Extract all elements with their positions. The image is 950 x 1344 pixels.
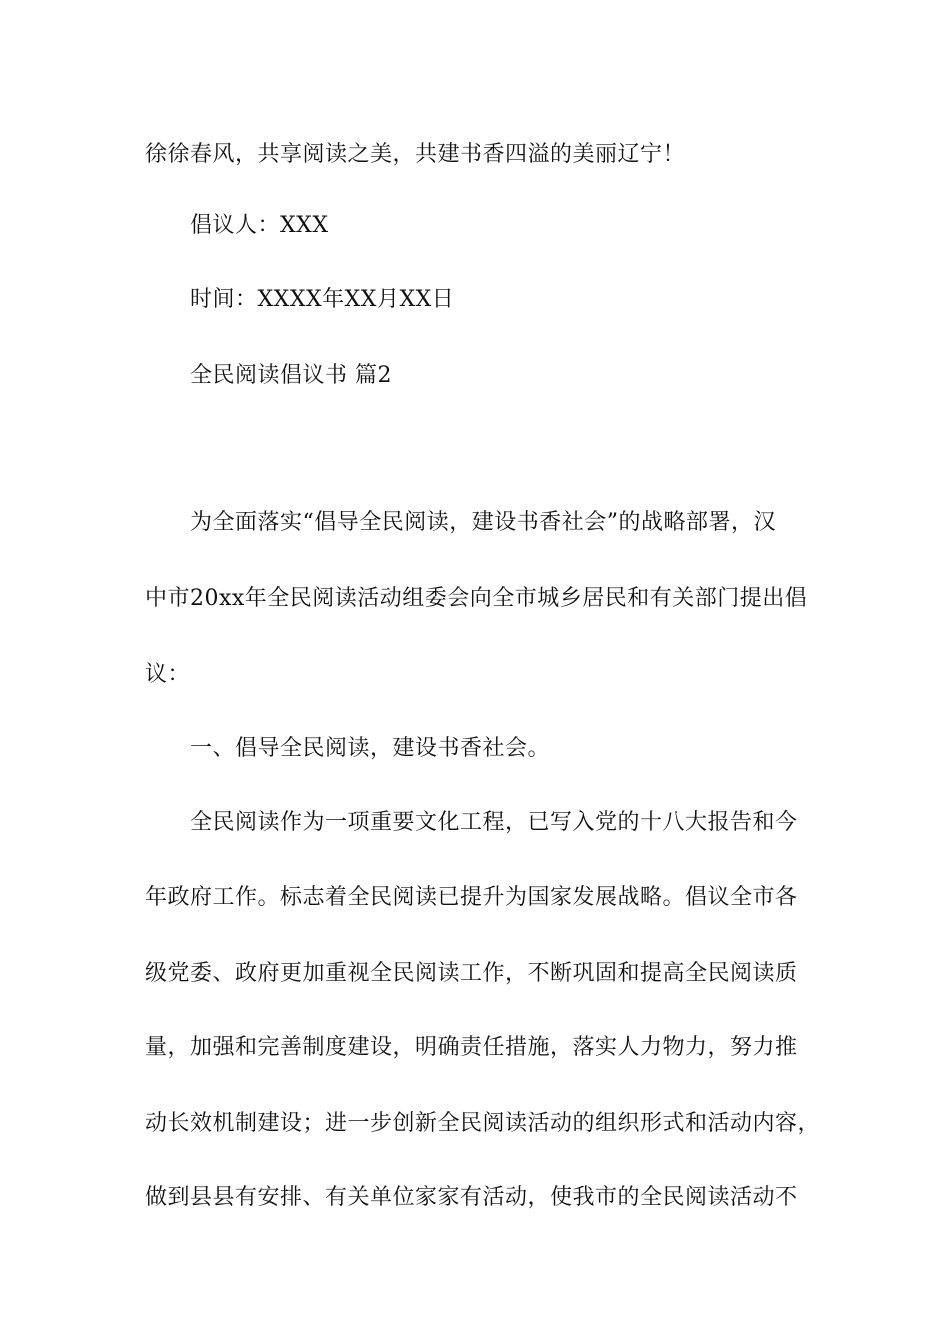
- intro-line-2: 中市20xx年全民阅读活动组委会向全市城乡居民和有关部门提出倡: [145, 586, 808, 611]
- intro-line-3: 议：: [145, 662, 191, 687]
- heading-1: 一、倡导全民阅读，建设书香社会。: [190, 736, 551, 761]
- closing-line: 徐徐春风，共享阅读之美，共建书香四溢的美丽辽宁！: [145, 142, 686, 167]
- proposer-line: 倡议人：XXX: [190, 213, 329, 238]
- body-line-1: 全民阅读作为一项重要文化工程，已写入党的十八大报告和今: [190, 810, 798, 835]
- body-line-5: 动长效机制建设；进一步创新全民阅读活动的组织形式和活动内容，: [145, 1111, 821, 1136]
- intro-line-1: 为全面落实“倡导全民阅读，建设书香社会”的战略部署，汉: [190, 510, 776, 535]
- body-line-6: 做到县县有安排、有关单位家家有活动，使我市的全民阅读活动不: [145, 1185, 798, 1210]
- body-line-2: 年政府工作。标志着全民阅读已提升为国家发展战略。倡议全市各: [145, 885, 798, 910]
- section-title: 全民阅读倡议书 篇2: [190, 363, 392, 388]
- body-line-3: 级党委、政府更加重视全民阅读工作，不断巩固和提高全民阅读质: [145, 961, 798, 986]
- body-line-4: 量，加强和完善制度建设，明确责任措施，落实人力物力，努力推: [145, 1035, 798, 1060]
- date-line: 时间：XXXX年XX月XX日: [190, 287, 455, 312]
